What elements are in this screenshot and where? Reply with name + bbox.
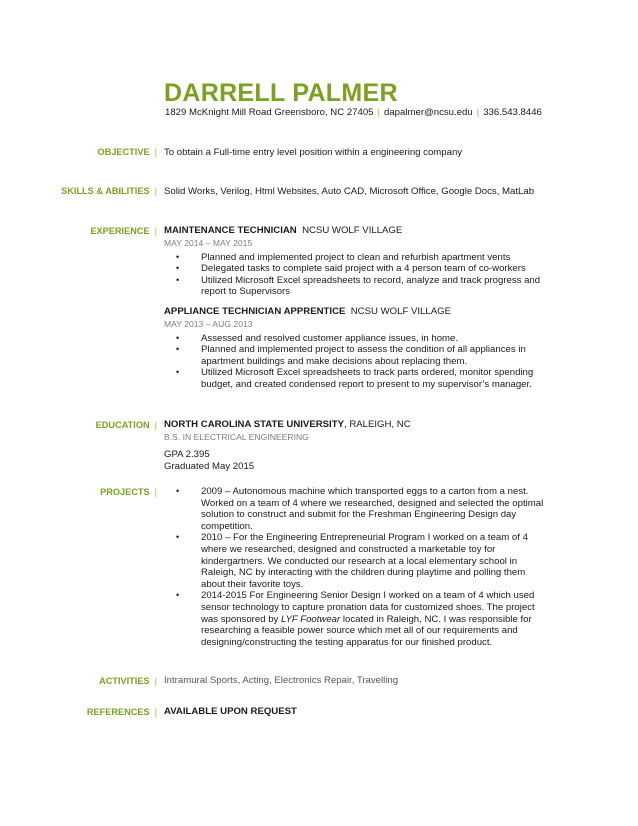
- experience-section-2: [164, 306, 544, 391]
- skills-text: Solid Works, Verilog, Html Websites, Auto CAD, Microsoft Office, Google Docs, MatLab: [164, 186, 535, 197]
- list-item: • Planned and implemented project to assess the condition of all appliances in apartment buildings and make decisions about replacing them.: [201, 344, 544, 367]
- list-item: • Utilized Microsoft Excel spreadsheets to track parts ordered, monitor spending budget, and created condensed report to present to my supervisor’s manager.: [201, 367, 544, 390]
- section-label-projects: PROJECTS |: [100, 487, 157, 497]
- education-section: [164, 419, 544, 473]
- references-text: AVAILABLE UPON REQUEST: [164, 706, 297, 717]
- job-dates: MAY 2014 – MAY 2015: [164, 237, 253, 248]
- job-heading: APPLIANCE TECHNICIAN APPRENTICE NCSU WOLF VILLAGE: [164, 306, 451, 317]
- contact-separator: |: [476, 107, 480, 118]
- list-item: • Planned and implemented project to clean and refurbish apartment vents: [201, 252, 544, 264]
- phone: 336.543.8446: [483, 107, 542, 118]
- project-list: [164, 486, 550, 648]
- list-item: • Utilized Microsoft Excel spreadsheets to record, analyze and track progress and report to Supervisors: [201, 275, 544, 298]
- activities-text: Intramural Sports, Acting, Electronics Repair, Travelling: [164, 675, 399, 686]
- section-label-skills: SKILLS & ABILITIES |: [61, 186, 157, 196]
- list-item: • Assessed and resolved customer appliance issues, in home.: [201, 333, 544, 345]
- section-label-objective: OBJECTIVE |: [97, 147, 157, 157]
- applicant-name: DARRELL PALMER: [164, 79, 398, 107]
- list-item: • Delegated tasks to complete said project with a 4 person team of co-workers: [201, 263, 544, 275]
- experience-section: [164, 225, 544, 298]
- section-label-activities: ACTIVITIES |: [99, 676, 157, 686]
- job-bullets: [164, 333, 544, 391]
- contact-separator: |: [377, 107, 381, 118]
- degree: B.S. IN ELECTRICAL ENGINEERING: [164, 431, 309, 442]
- job-heading: MAINTENANCE TECHNICIAN NCSU WOLF VILLAGE: [164, 225, 403, 236]
- graduation-date: Graduated May 2015: [164, 460, 255, 472]
- contact-line: [165, 106, 542, 119]
- list-item: • 2014-2015 For Engineering Senior Design I worked on a team of 4 which used sensor technology to capture pronation data for customized shoes. The project was sponsored by LYF Footwear located in Raleigh, NC. I was responsible for researching a feasible power source which met all of our requirements and designing/constructing the testing apparatus for our finished product.: [201, 590, 550, 648]
- section-label-references: REFERENCES |: [86, 707, 157, 717]
- gpa: GPA 2.395: [164, 448, 210, 460]
- job-bullets: [164, 252, 544, 298]
- section-label-education: EDUCATION |: [95, 420, 157, 430]
- list-item: • 2010 – For the Engineering Entrepreneurial Program I worked on a team of 4 where we researched, designed and constructed a marketable toy for kindergartners. We conducted our research at a local elementary school in Raleigh, NC by interacting with the children during playtime and polling them about their favorite toys.: [201, 532, 550, 590]
- objective-text: To obtain a Full-time entry level position within a engineering company: [164, 147, 463, 158]
- section-label-experience: EXPERIENCE |: [90, 226, 157, 236]
- school-heading: NORTH CAROLINA STATE UNIVERSITY, RALEIGH, NC: [164, 419, 411, 430]
- list-item: • 2009 – Autonomous machine which transported eggs to a carton from a nest. Worked on a team of 4 where we researched, designed and selected the optimal solution to construct and submit for the Freshman Engineering Design day competition.: [201, 486, 550, 532]
- address: 1829 McKnight Mill Road Greensboro, NC 27405: [165, 107, 374, 118]
- email: dapalmer@ncsu.edu: [384, 107, 473, 118]
- projects-section: [164, 486, 550, 648]
- job-dates: MAY 2013 – AUG.2013: [164, 318, 253, 329]
